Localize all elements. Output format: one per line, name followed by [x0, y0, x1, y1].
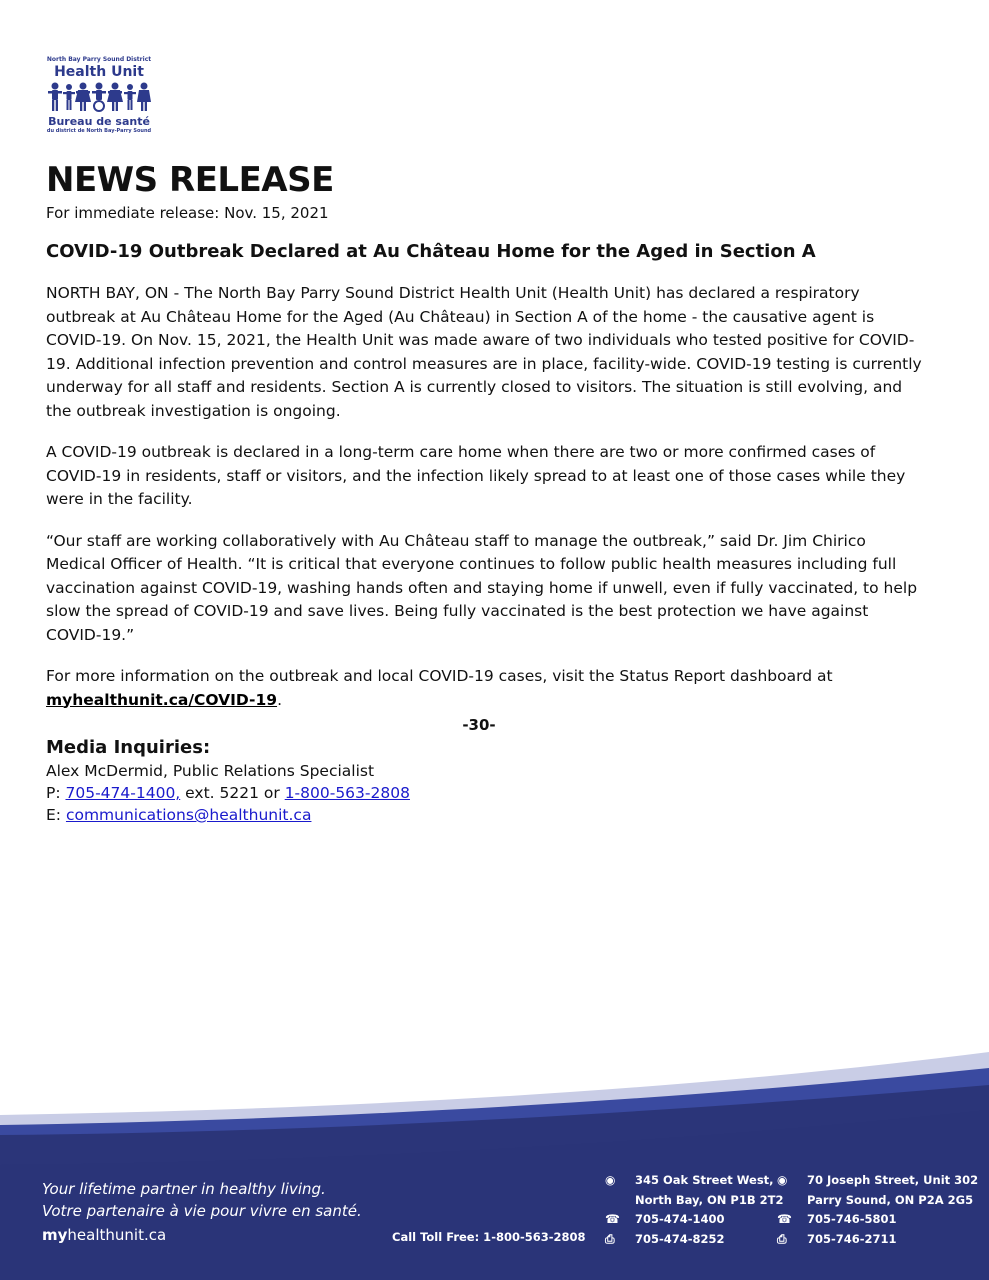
office2-city: Parry Sound, ON P2A 2G5	[807, 1192, 974, 1207]
paragraph-4-end: .	[277, 690, 282, 709]
office-north-bay	[605, 1171, 783, 1249]
paragraph-3: “Our staff are working collaboratively with Au Château staff to manage the outbreak,” said Dr. Jim Chirico Medical Officer of Health. “It is critical that everyone continues to follow public health measures including full vaccination against COVID-19, washing hands often and staying home if unwell, even if fully vaccinated, to help slow the spread of COVID-19 and save lives. Being fully vaccinated is the best protection we have against COVID-19.”	[46, 531, 918, 644]
logo-district-line: North Bay Parry Sound District	[46, 56, 152, 63]
news-release-content	[46, 150, 926, 826]
phone-icon: ☎	[605, 1212, 620, 1226]
office-parry-sound	[777, 1171, 978, 1249]
logo-district-fr: du district de North Bay-Parry Sound	[46, 128, 152, 134]
paragraph-1: NORTH BAY, ON - The North Bay Parry Sound District Health Unit (Health Unit) has declared a respiratory outbreak at Au Château Home for the Aged (Au Château) in Section A of the home - the causative agent is COVID-19. On Nov. 15, 2021, the Health Unit was made aware of two individuals who tested positive for COVID-19. Additional infection prevention and control measures are in place, facility-wide. COVID-19 testing is currently underway for all staff and residents. Section A is currently closed to visitors. The situation is still evolving, and the outbreak investigation is ongoing.	[46, 284, 922, 420]
email-prefix: E:	[46, 806, 66, 824]
website-footer[interactable]	[42, 1226, 166, 1244]
phone-prefix: P:	[46, 784, 66, 802]
logo-bureau-de-sante: Bureau de santé	[48, 115, 150, 128]
media-inquiries-title: Media Inquiries:	[46, 737, 211, 758]
toll-free-number: Call Toll Free: 1-800-563-2808	[392, 1230, 586, 1244]
paragraph-4-text: For more information on the outbreak and local COVID-19 cases, visit the Status Report dashboard at	[46, 667, 833, 685]
tagline-en: Your lifetime partner in healthy living.	[42, 1180, 326, 1198]
office1-street: 345 Oak Street West,	[635, 1173, 774, 1187]
logo-health-unit: Health Unit	[54, 64, 144, 80]
phone-ext: ext. 5221 or	[180, 784, 285, 802]
contact-phone	[46, 782, 926, 804]
phone-link-local[interactable]: 705-474-1400,	[65, 784, 181, 802]
site-prefix: my	[42, 1226, 68, 1244]
fax-icon: ⎙	[777, 1231, 787, 1246]
health-unit-logo	[44, 56, 154, 135]
headline: COVID-19 Outbreak Declared at Au Château Home for the Aged in Section A	[46, 241, 816, 262]
tagline-fr: Votre partenaire à vie pour vivre en santé.	[42, 1202, 362, 1220]
fax-icon: ⎙	[605, 1231, 615, 1246]
release-date: For immediate release: Nov. 15, 2021	[46, 204, 329, 222]
office1-phone: 705-474-1400	[635, 1212, 725, 1226]
office1-city: North Bay, ON P1B 2T2	[635, 1192, 784, 1207]
contact-name: Alex McDermid, Public Relations Specialist	[46, 762, 375, 780]
email-link[interactable]: communications@healthunit.ca	[65, 806, 312, 824]
news-release-title: NEWS RELEASE	[46, 160, 334, 200]
phone-link-tollfree[interactable]: 1-800-563-2808	[284, 784, 410, 802]
tagline	[42, 1178, 362, 1222]
office2-fax: 705-746-2711	[807, 1231, 897, 1246]
footer-banner	[0, 1040, 989, 1280]
location-pin-icon: ◉	[605, 1173, 616, 1187]
office1-fax: 705-474-8252	[635, 1231, 725, 1246]
office2-street: 70 Joseph Street, Unit 302	[807, 1173, 979, 1187]
paragraph-2: A COVID-19 outbreak is declared in a long-term care home when there are two or more confirmed cases of COVID-19 in residents, staff or visitors, and the infection likely spread to at least one of those cases while they were in the facility.	[46, 443, 906, 508]
contact-email	[46, 804, 926, 826]
office2-phone: 705-746-5801	[807, 1212, 897, 1226]
covid-dashboard-link[interactable]: myhealthunit.ca/COVID-19	[46, 690, 278, 709]
people-figures-icon	[47, 82, 151, 112]
end-mark: -30-	[462, 716, 496, 734]
phone-icon: ☎	[777, 1212, 792, 1226]
paragraph-4	[46, 665, 926, 712]
site-rest: healthunit.ca	[67, 1226, 167, 1244]
location-pin-icon: ◉	[777, 1173, 788, 1187]
